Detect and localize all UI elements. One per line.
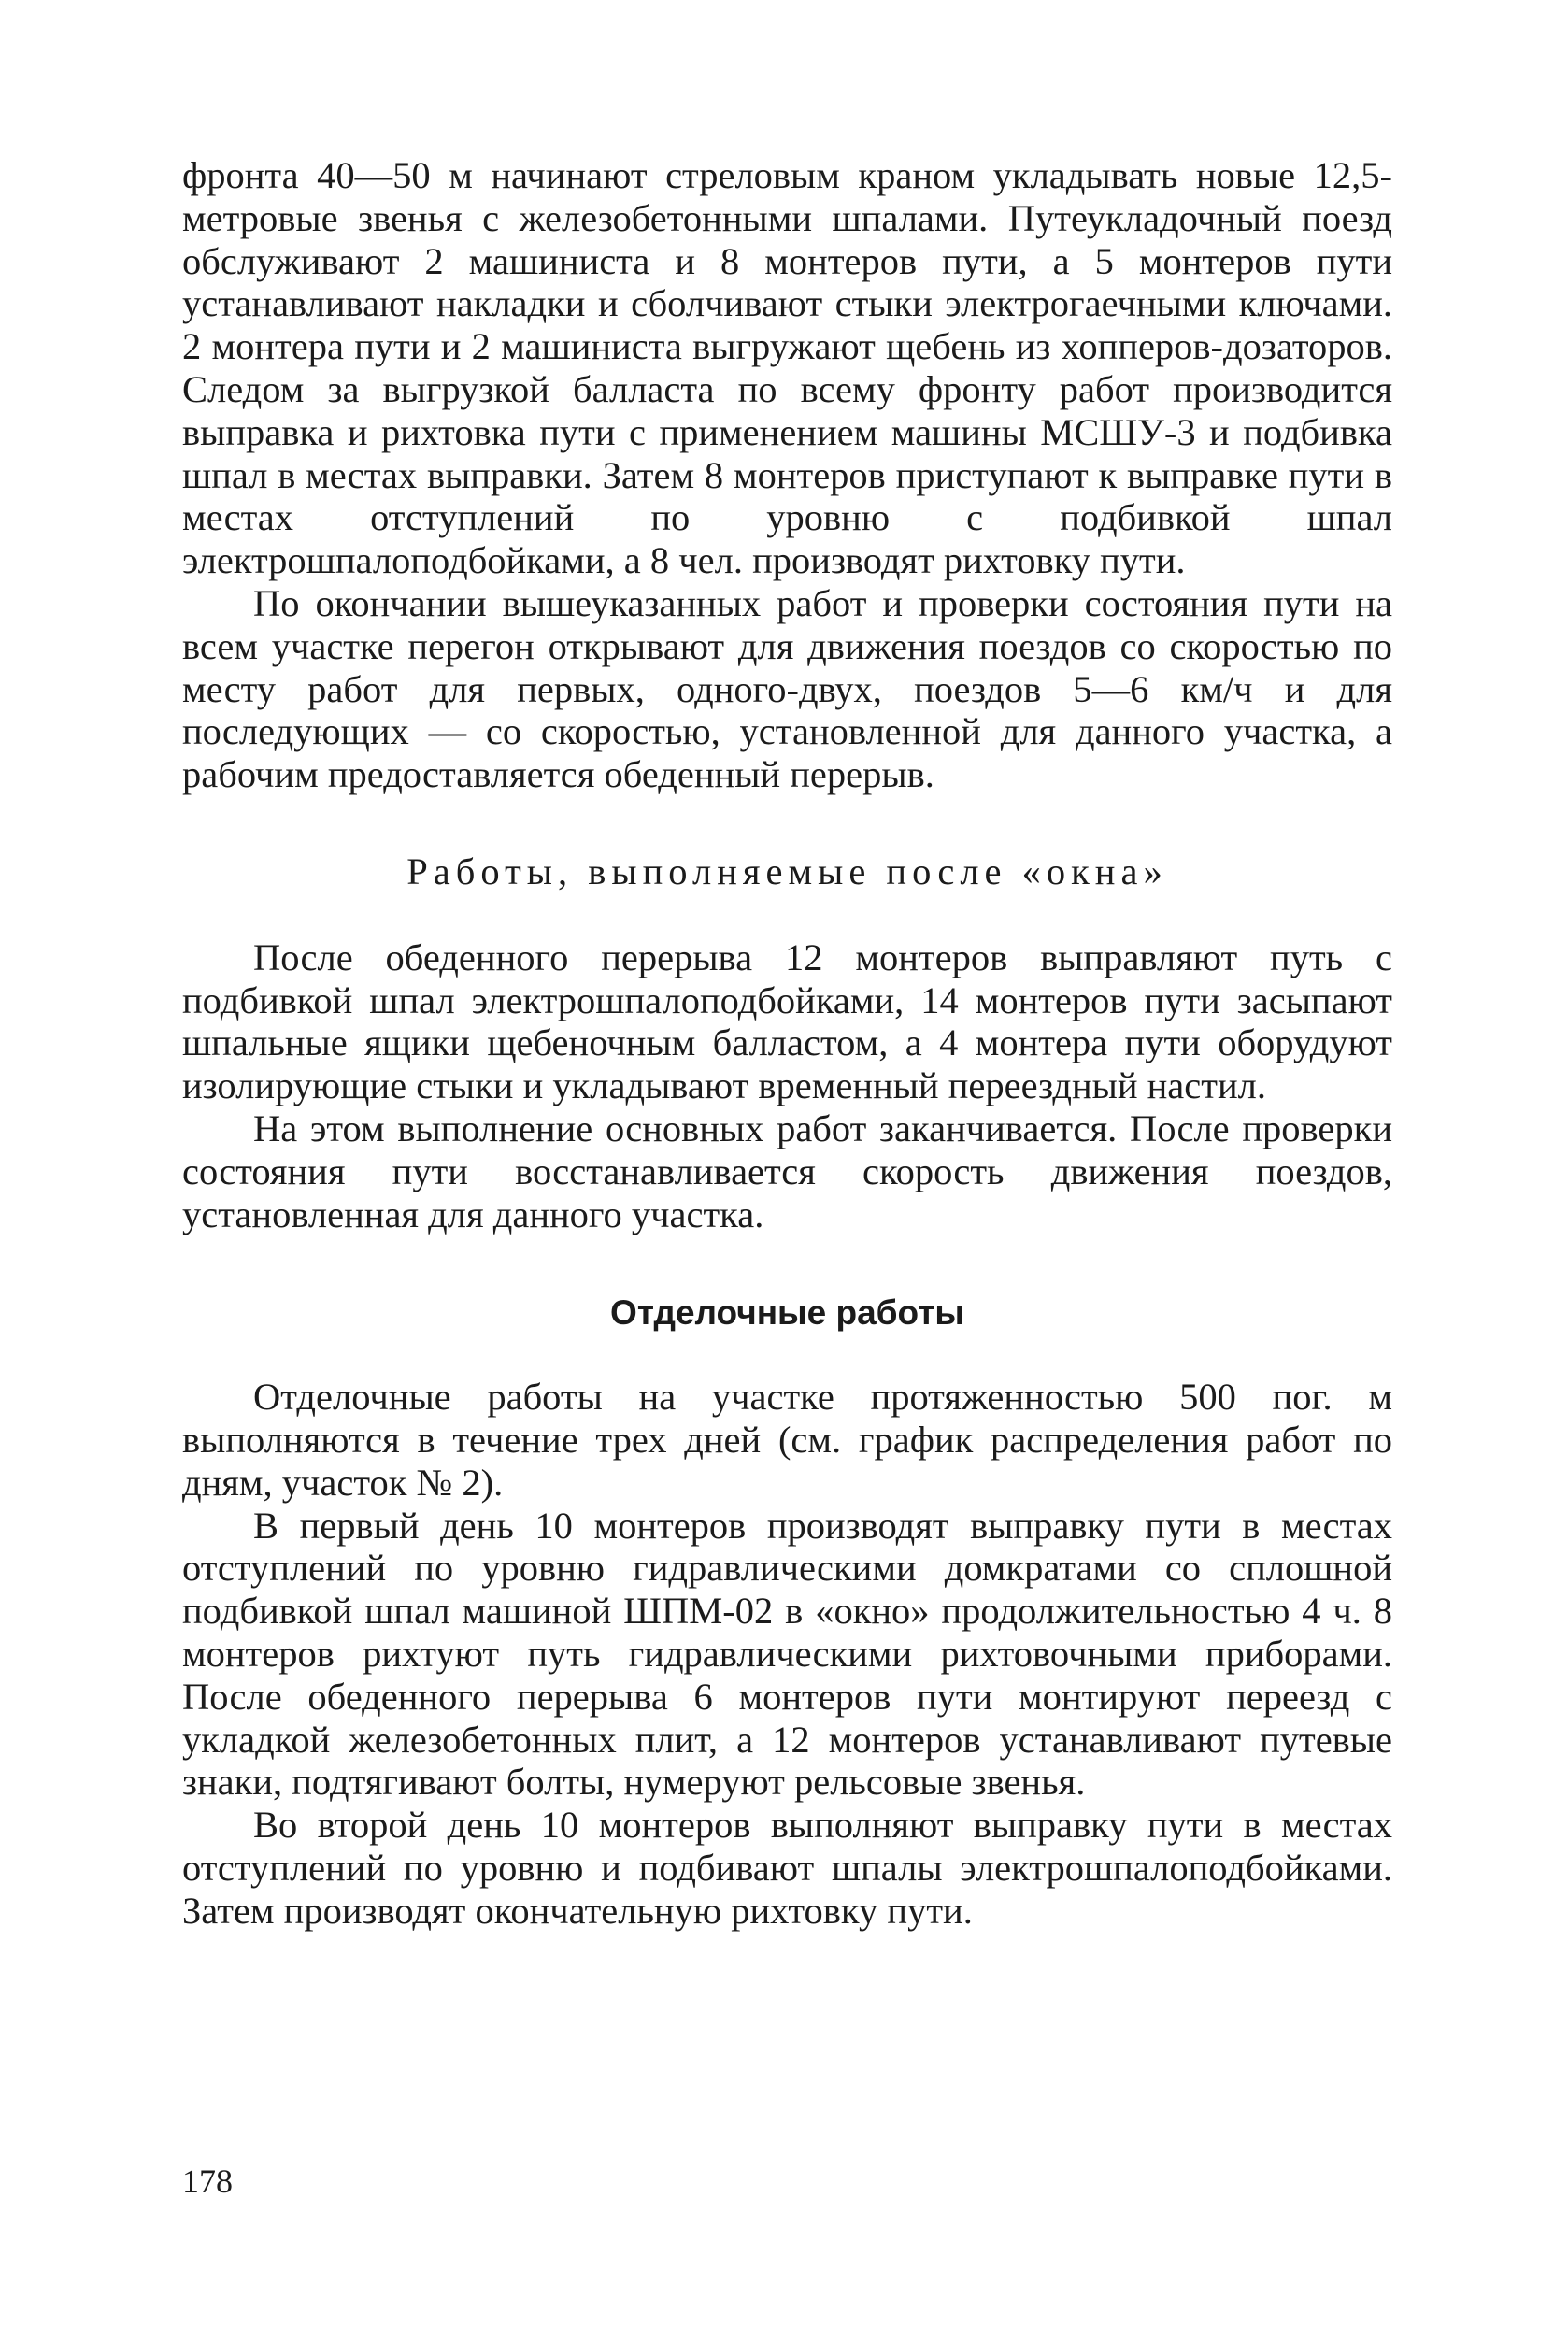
paragraph-continuation: фронта 40—50 м начинают стреловым краном укладывать новые 12,5-метровые звенья с железобетонными шпалами. Путеукладочный поезд обслуживают 2 машиниста и 8 монтеров пути, а 5 монтеров пути устанавливают накладки и сболчивают стыки электрогаечными ключами. 2 монтера пути и 2 машиниста выгружают щебень из хопперов-дозаторов. Следом за выгрузкой балласта по всему фронту работ производится выправка и рихтовка пути с применением машины МСШУ-3 и подбивка шпал в местах выправки. Затем 8 монтеров приступают к выправке пути в местах отступлений по уровню с подбивкой шпал электрошпалоподбойками, а 8 чел. производят рихтовку пути. <box>182 154 1392 582</box>
paragraph-after-lunch: После обеденного перерыва 12 монтеров выправляют путь с подбивкой шпал электрошпалоподбойками, 14 монтеров пути засыпают шпальные ящики щебеночным балластом, а 4 монтера пути оборудуют изолирующие стыки и укладывают временный переездный настил. <box>182 935 1392 1107</box>
section-heading-finishing: Отделочные работы <box>610 1293 964 1333</box>
paragraph-first-day: В первый день 10 монтеров производят выправку пути в местах отступлений по уровню гидравлическими домкратами со сплошной подбивкой шпал машиной ШПМ-02 в «окно» продолжительностью 4 ч. 8 монтеров рихтуют путь гидравлическими рихтовочными приборами. После обеденного перерыва 6 монтеров пути монтируют переезд с укладкой железобетонных плит, а 12 монтеров устанавливают путевые знаки, подтягивают болты, нумеруют рельсовые звенья. <box>182 1504 1392 1804</box>
page-body <box>182 154 1392 1932</box>
paragraph-main-works-end: На этом выполнение основных работ заканчивается. После проверки состояния пути восстанавливается скорость движения поездов, установленная для данного участка. <box>182 1106 1392 1235</box>
page-number: 178 <box>182 2163 233 2200</box>
section-heading-after-window: Работы, выполняемые после «окна» <box>406 849 1168 892</box>
paragraph-finishing-intro: Отделочные работы на участке протяженностью 500 пог. м выполняются в течение трех дней (см. график распределения работ по дням, участок № 2). <box>182 1376 1392 1504</box>
paragraph-track-opening: По окончании вышеуказанных работ и проверки состояния пути на всем участке перегон открывают для движения поездов со скоростью по месту работ для первых, одного-двух, поездов 5—6 км/ч и для последующих — со скоростью, установленной для данного участка, а рабочим предоставляется обеденный перерыв. <box>182 581 1392 796</box>
paragraph-second-day: Во второй день 10 монтеров выполняют выправку пути в местах отступлений по уровню и подбивают шпалы электрошпалоподбойками. Затем производят окончательную рихтовку пути. <box>182 1804 1392 1932</box>
